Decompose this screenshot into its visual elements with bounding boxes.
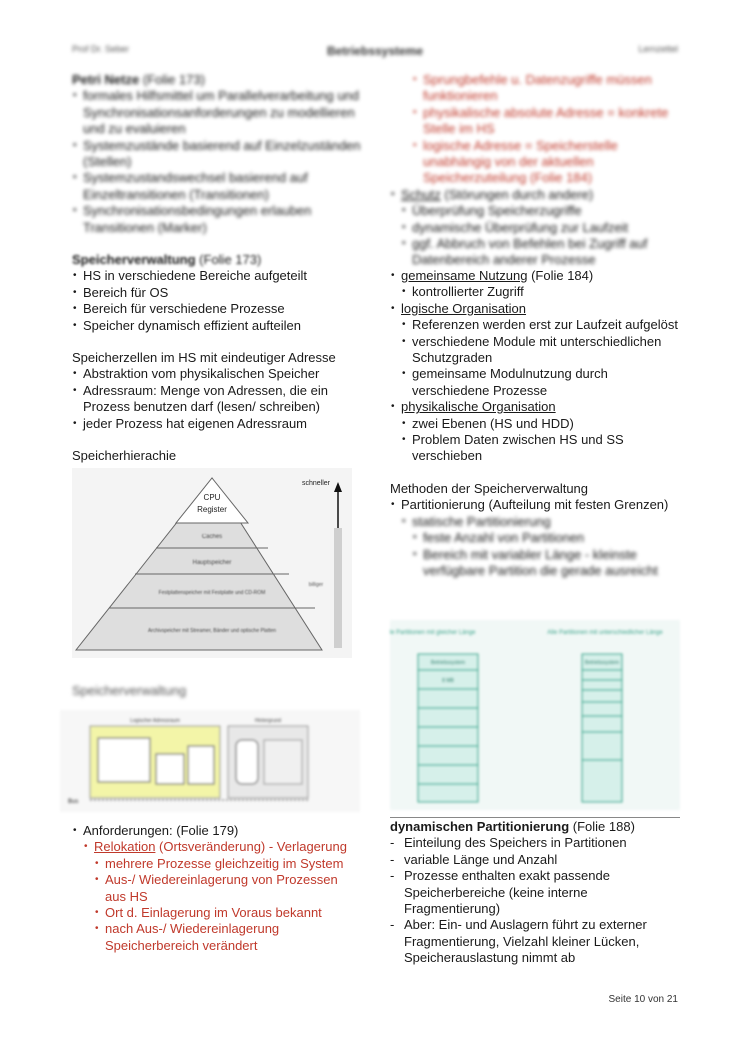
list-item: • jeder Prozess hat eigenen Adressraum: [72, 416, 362, 432]
partition-cell-label: 8 MB: [442, 678, 454, 684]
speicherzellen-title: Speicherzellen im HS mit eindeutiger Adresse: [72, 350, 336, 366]
speicherverwaltung-ref: (Folie 173): [199, 252, 262, 267]
partition-left-os: Betriebssystem: [430, 660, 466, 666]
list-item: • Adressraum: Menge von Adressen, die ein Prozess benutzen darf (lesen/ schreiben): [72, 383, 362, 416]
list-item: • Bereich mit variabler Länge - kleinste verfügbare Partition die gerade ausreicht: [412, 547, 680, 580]
right-upper-section: [390, 72, 680, 269]
schutz-item: [390, 187, 680, 203]
memory-hierarchy-figure: [72, 468, 352, 658]
list-item: • Ort d. Einlagerung im Voraus bekannt: [94, 905, 362, 921]
list-item: • Problem Daten zwischen HS und SS verschieben: [401, 432, 680, 465]
pyramid-level-4: Archivspeicher mit Streamer, Bänder und optische Platten: [147, 628, 277, 634]
pyramid-level-3: Festplattenspeicher mit Festplatte und CD-ROM: [158, 590, 266, 596]
list-item: • ggf. Abbruch von Befehlen bei Zugriff auf Datenbereich anderer Prozesse: [401, 236, 680, 269]
list-item: • Referenzen werden erst zur Laufzeit aufgelöst: [401, 317, 680, 333]
physikalisch-item: [390, 399, 680, 415]
relokation-item: [83, 839, 362, 855]
list-item: - Prozesse enthalten exakt passende Speicherbereiche (keine interne Fragmentierung): [390, 868, 680, 917]
petri-title: Petri Netze: [72, 72, 140, 87]
list-item: • dynamische Überprüfung zur Laufzeit: [401, 220, 680, 236]
anforderungen-head: • Anforderungen: (Folie 179): [72, 823, 362, 839]
list-item: • HS in verschiedene Bereiche aufgeteilt: [72, 268, 362, 284]
schutz-link[interactable]: Schutz: [401, 186, 441, 202]
list-item: • feste Anzahl von Partitionen: [412, 530, 680, 546]
memory-management-figure: [60, 710, 360, 812]
gemeinsam-link[interactable]: gemeinsame Nutzung: [401, 268, 528, 283]
memfig-right-label: Hintergrund: [254, 718, 282, 724]
list-item: - Aber: Ein- und Auslagern führt zu externer Fragmentierung, Vielzahl kleiner Lücken, Speicherauslastung nimmt ab: [390, 917, 680, 966]
list-item: • Bereich für OS: [72, 285, 362, 301]
pyramid-top-label-2: Register: [197, 505, 227, 514]
logisch-item: [390, 301, 680, 317]
logisch-link[interactable]: logische Organisation: [401, 300, 527, 316]
list-item: • mehrere Prozesse gleichzeitig im System: [94, 856, 362, 872]
list-item: • Systemzustandswechsel basierend auf Einzeltransitionen (Transitionen): [72, 170, 362, 203]
partition-diagram: [390, 620, 680, 810]
speicherhierarchie-title: Speicherhierachie: [72, 448, 177, 464]
list-item: • nach Aus-/ Wiedereinlagerung Speicherbereich verändert: [94, 921, 362, 954]
schutz-rest: (Störungen durch andere): [440, 186, 594, 202]
list-item: • physikalische absolute Adresse = konkrete Stelle im HS: [412, 105, 680, 138]
list-item: • Aus-/ Wiedereinlagerung von Prozessen aus HS: [94, 872, 362, 905]
pyramid-level-2: Hauptspeicher: [192, 560, 232, 566]
pyramid-arrow-bottom-label: billiger: [308, 582, 324, 588]
pyramid-level-1: Caches: [201, 534, 223, 540]
pyramid-top-label: CPU: [203, 493, 221, 502]
relokation-link[interactable]: Relokation: [94, 839, 156, 855]
physikalisch-link[interactable]: physikalische Organisation: [401, 399, 556, 415]
speicherverwaltung-section: [72, 252, 362, 464]
list-item: • zwei Ebenen (HS und HDD): [401, 416, 680, 432]
dynamisch-ref: (Folie 188): [569, 819, 635, 834]
pyramid-diagram: [72, 468, 352, 658]
header-author: Prof Dr. Seber: [72, 44, 130, 54]
page-title: Betriebssysteme: [326, 44, 424, 58]
list-item: • Synchronisationsbedingungen erlauben Transitionen (Marker): [72, 203, 362, 236]
petri-section: [72, 72, 362, 236]
list-item: - Einteilung des Speichers in Partitionen: [390, 835, 680, 851]
memory-management-diagram: [60, 710, 360, 812]
methoden-title: Methoden der Speicherverwaltung: [390, 480, 589, 496]
list-item: • logische Adresse = Speicherstelle unabhängig von der aktuellen Speicherzuteilung (Folie 184): [412, 138, 680, 187]
list-item: • formales Hilfsmittel um Parallelverarbeitung und Synchronisationsanforderungen zu modellieren und zu evaluieren: [72, 88, 362, 137]
anforderungen-section: [72, 823, 362, 954]
list-item: • Überprüfung Speicherzugriffe: [401, 203, 680, 219]
header-right-label: Lernzettel: [638, 44, 678, 54]
bus-label: Bus: [68, 799, 79, 805]
memfig-title: Speicherverwaltung: [72, 683, 187, 698]
right-middle-section: [390, 268, 680, 579]
partition-right-os: Betriebssystem: [584, 660, 620, 666]
list-item: • Bereich für verschiedene Prozesse: [72, 301, 362, 317]
list-item: • Systemzustände basierend auf Einzelzuständen (Stellen): [72, 138, 362, 171]
dynamisch-title: dynamischen Partitionierung: [390, 819, 570, 834]
memfig-title-wrap: [72, 683, 362, 699]
relokation-rest: (Ortsveränderung) - Verlagerung: [155, 839, 347, 855]
pyramid-arrow-top-label: schneller: [301, 480, 331, 487]
list-item: • Speicher dynamisch effizient aufteilen: [72, 318, 362, 334]
dynamisch-section: [390, 817, 680, 967]
list-item: • Abstraktion vom physikalischen Speicher: [72, 366, 362, 382]
memfig-left-label: Logischer Adressraum: [130, 718, 180, 724]
list-item: • kontrollierter Zugriff: [401, 284, 680, 300]
list-item: • verschiedene Module mit unterschiedlichen Schutzgraden: [401, 334, 680, 367]
list-item: • gemeinsame Modulnutzung durch verschiedene Prozesse: [401, 366, 680, 399]
gemeinsam-item: [390, 268, 680, 284]
speicherverwaltung-title: Speicherverwaltung: [72, 252, 196, 267]
partition-right-title: Alle Partitionen mit unterschiedlicher Länge: [547, 630, 663, 636]
partition-figure: [390, 620, 680, 810]
list-item: • Partitionierung (Aufteilung mit festen Grenzen): [390, 497, 680, 513]
list-item: - variable Länge und Anzahl: [390, 852, 680, 868]
partition-left-title: Alle Partitionen mit gleicher Länge: [390, 630, 476, 636]
gemeinsam-rest: (Folie 184): [527, 268, 594, 283]
list-item: • Sprungbefehle u. Datenzugriffe müssen funktionieren: [412, 72, 680, 105]
page-number: Seite 10 von 21: [608, 994, 678, 1005]
list-item: • statische Partitionierung: [401, 514, 680, 530]
petri-ref: (Folie 173): [142, 72, 205, 87]
